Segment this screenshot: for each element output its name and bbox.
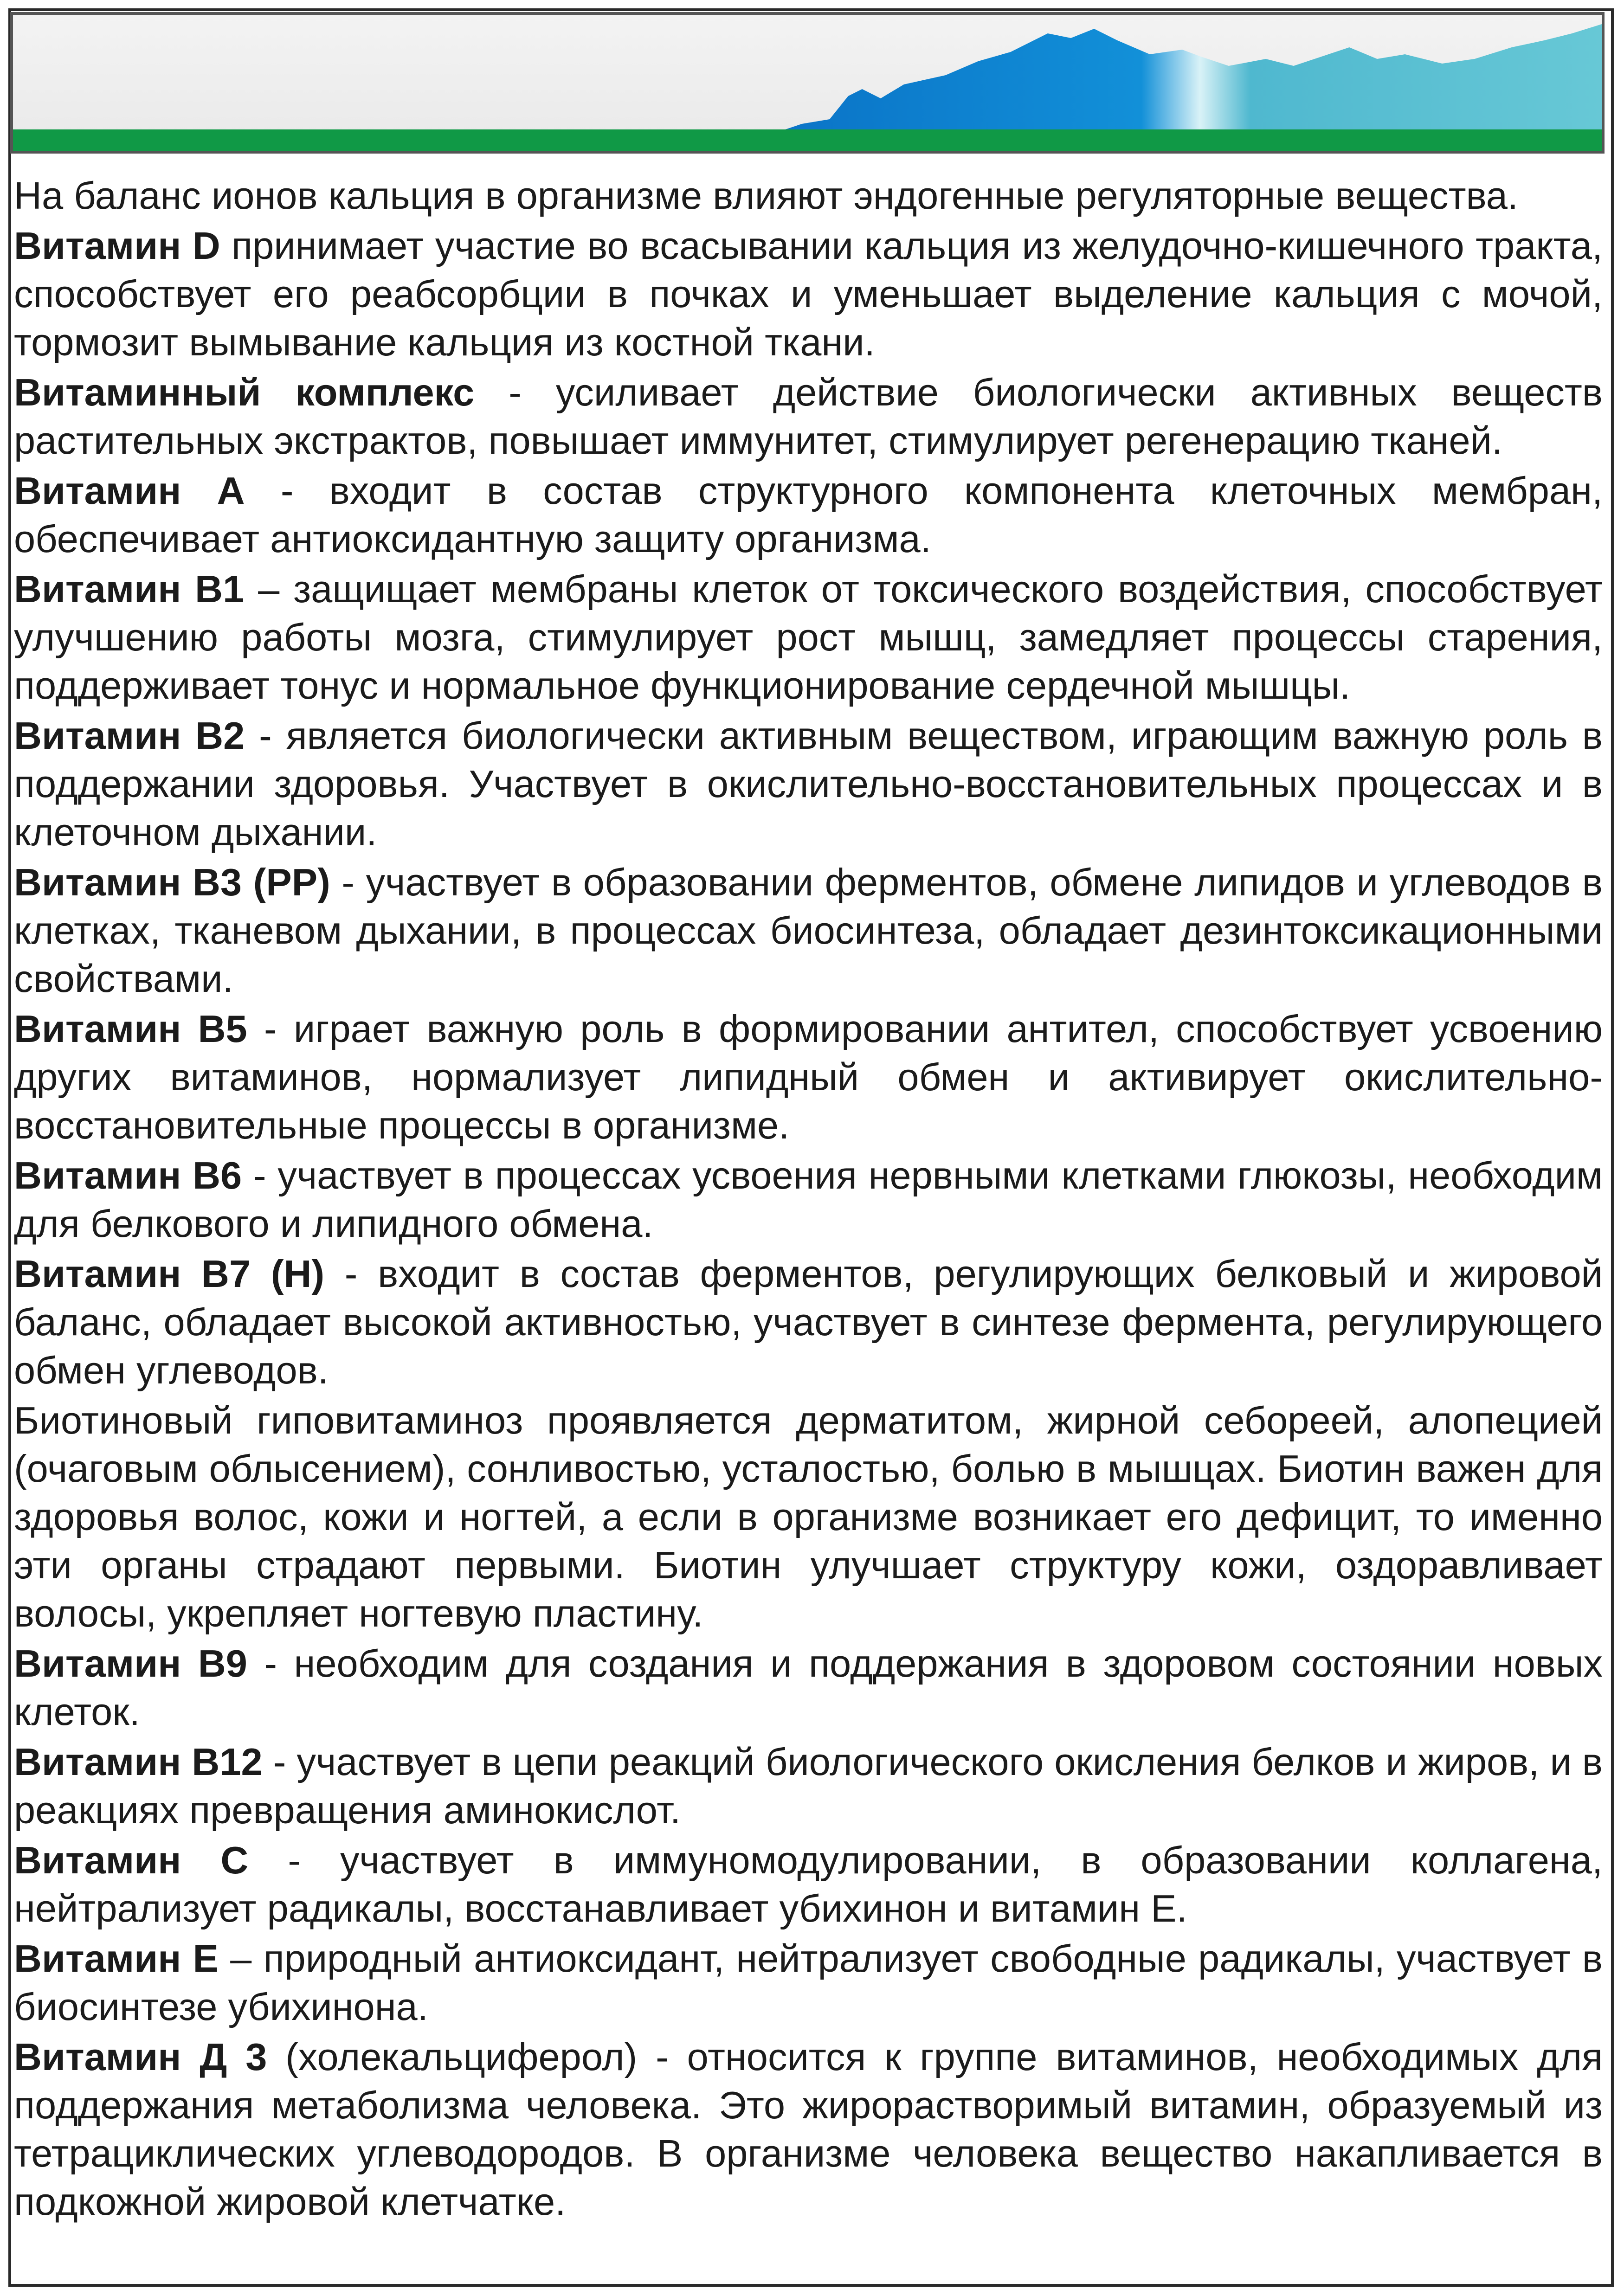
paragraph-vitamin-e: Витамин Е – природный антиоксидант, нейтрализует свободные радикалы, участвует в биосинтезе убихинона. <box>14 1937 1603 2028</box>
paragraph-vitamin-b5: Витамин В5 - играет важную роль в формировании антител, способствует усвоению других витаминов, нормализует липидный обмен и активирует окислительно-восстановительные процессы в организме. <box>14 1007 1603 1147</box>
paragraph-vitamin-b12: Витамин В12 - участвует в цепи реакций биологического окисления белков и жиров, и в реакциях превращения аминокислот. <box>14 1740 1603 1832</box>
paragraph-vitamin-b6: Витамин В6 - участвует в процессах усвоения нервными клетками глюкозы, необходим для белкового и липидного обмена. <box>14 1154 1603 1245</box>
main-text <box>14 172 1603 2228</box>
paragraph-vitamin-d: Витамин D принимает участие во всасывании кальция из желудочно-кишечного тракта, способствует его реабсорбции в почках и уменьшает выделение кальция с мочой, тормозит вымывание кальция из костной ткани. <box>14 224 1603 364</box>
header-banner <box>10 12 1605 154</box>
paragraph-vitamin-b1: Витамин В1 – защищает мембраны клеток от токсического воздействия, способствует улучшению работы мозга, стимулирует рост мышц, замедляет процессы старения, поддерживает тонус и нормальное функционирование сердечной мышцы. <box>14 567 1603 707</box>
paragraph-calcium-balance: На баланс ионов кальция в организме влияют эндогенные регуляторные вещества. <box>14 174 1518 217</box>
paragraph-vitamin-b3: Витамин В3 (РР) - участвует в образовании ферментов, обмене липидов и углеводов в клетках, тканевом дыхании, в процессах биосинтеза, обладает дезинтоксикационными свойствами. <box>14 861 1603 1000</box>
paragraph-vitamin-b7: Витамин В7 (Н) - входит в состав ферментов, регулирующих белковый и жировой баланс, обладает высокой активностью, участвует в синтезе фермента, регулирующего обмен углеводов. <box>14 1252 1603 1392</box>
green-accent-bar <box>13 129 1602 151</box>
paragraph-vitamin-c: Витамин С - участвует в иммуномодулировании, в образовании коллагена, нейтрализует радикалы, восстанавливает убихинон и витамин Е. <box>14 1839 1603 1930</box>
paragraph-vitamin-b9: Витамин В9 - необходим для создания и поддержания в здоровом состоянии новых клеток. <box>14 1642 1603 1733</box>
paragraph-vitamin-a: Витамин А - входит в состав структурного компонента клеточных мембран, обеспечивает антиоксидантную защиту организма. <box>14 469 1603 560</box>
paragraph-vitamin-complex: Витаминный комплекс - усиливает действие биологически активных веществ растительных экстрактов, повышает иммунитет, стимулирует регенерацию тканей. <box>14 371 1603 462</box>
paragraph-vitamin-d3: Витамин Д 3 (холекальциферол) - относится к группе витаминов, необходимых для поддержания метаболизма человека. Это жирорастворимый витамин, образуемый из тетрациклических углеводородов. В организме человека вещество накапливается в подкожной жировой клетчатке. <box>14 2035 1603 2223</box>
paragraph-biotin-deficiency: Биотиновый гиповитаминоз проявляется дерматитом, жирной себореей, алопецией (очаговым облысением), сонливостью, усталостью, болью в мышцах. Биотин важен для здоровья волос, кожи и ногтей, а если в организме возникает его дефицит, то именно эти органы страдают первыми. Биотин улучшает структуру кожи, оздоравливает волосы, укрепляет ногтевую пластину. <box>14 1399 1603 1635</box>
paragraph-vitamin-b2: Витамин В2 - является биологически активным веществом, играющим важную роль в поддержании здоровья. Участвует в окислительно-восстановительных процессах и в клеточном дыхании. <box>14 714 1603 854</box>
